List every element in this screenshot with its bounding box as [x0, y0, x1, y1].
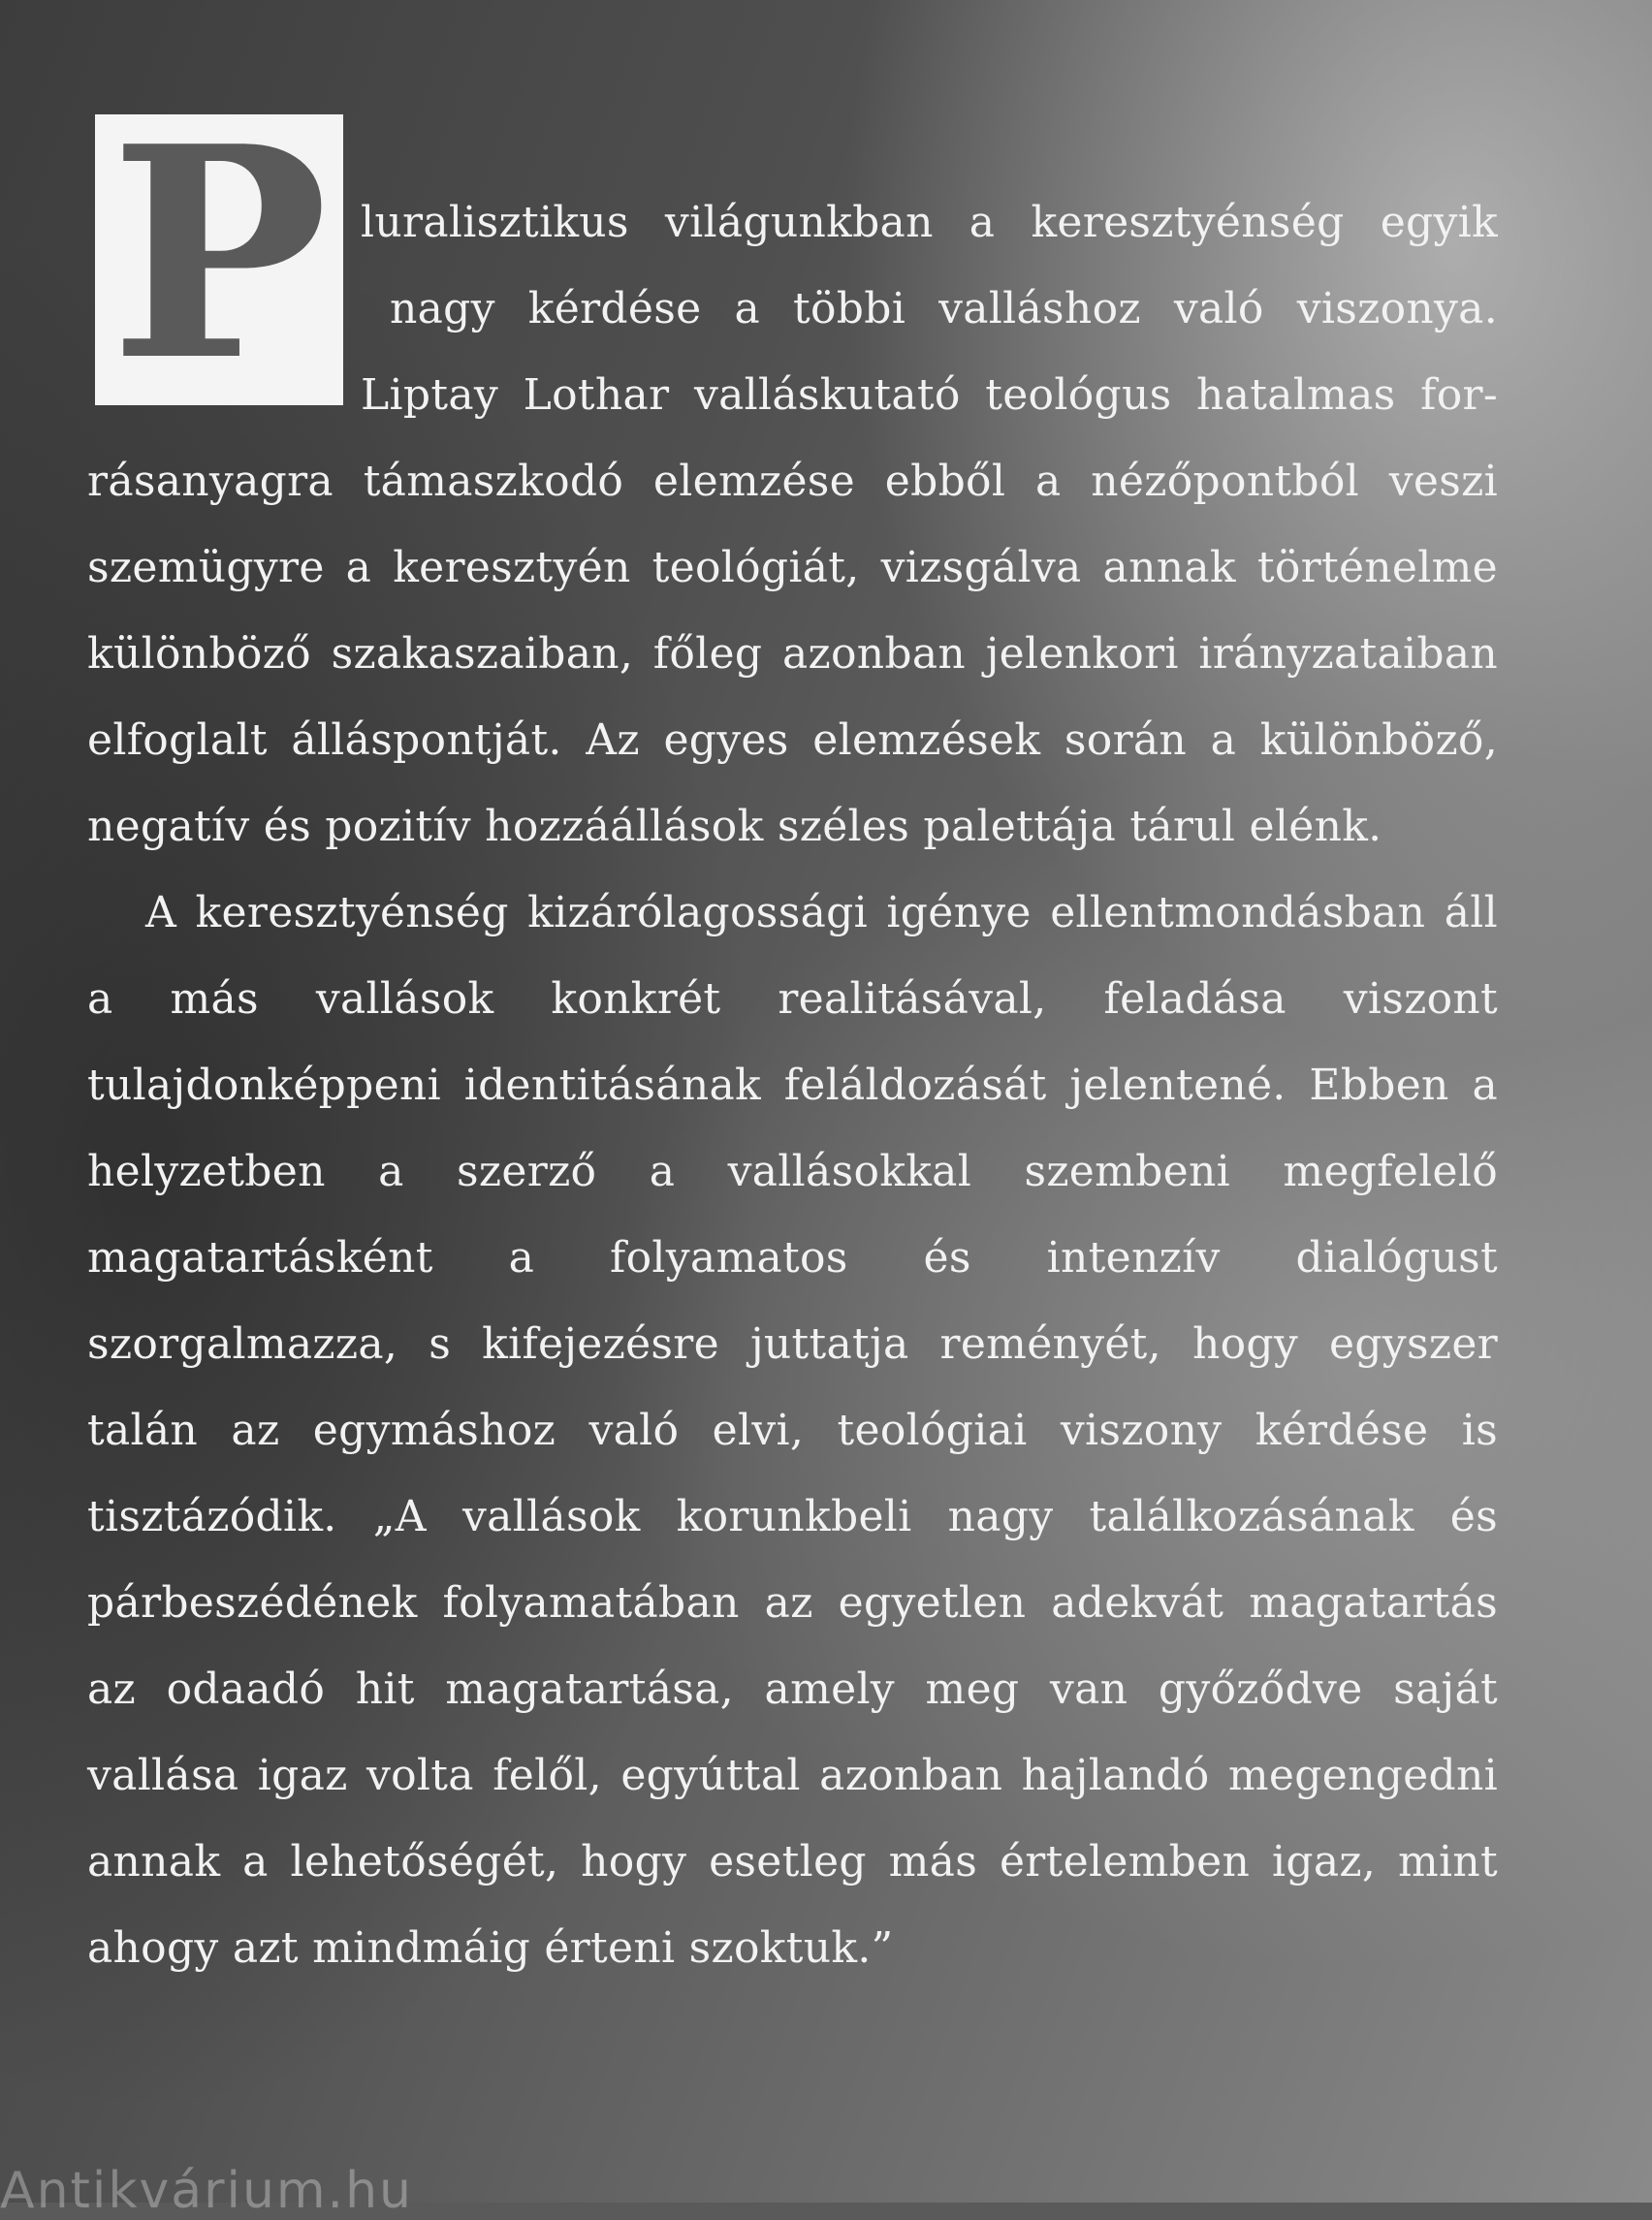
paragraph-1-rest: rásanyagra támaszkodó elemzése ebből a nézőpontból veszi szemügyre a keresztyén teológiát, vizsgálva annak történelme különböző szakaszaiban, főleg azonban jelenkori irányzataiban elfoglalt álláspontját. Az egyes elemzések során a különböző, negatív és pozitív hozzáállások széles palettája tárul elénk.: [87, 457, 1498, 851]
paragraph-1-line-2: nagy kérdése a többi valláshoz való viszonya.: [390, 284, 1498, 333]
blurb-text: [87, 179, 1498, 1991]
watermark: Antikvárium.hu: [0, 2162, 413, 2220]
paragraph-2: A keresztyénség kizárólagossági igénye ellentmondásban áll a más vallások konkrét realitásával, feladása viszont tulajdonképpeni identitásának feláldozását jelentené. Ebben a helyzetben a szerző a vallásokkal szembeni megfelelő magatartásként a folyamatos és intenzív dialógust szorgalmazza, s kifejezésre juttatja reményét, hogy egyszer talán az egymáshoz való elvi, teológiai viszony kérdése is tisztázódik. „A vallások korunkbeli nagy találkozásának és párbeszédének folyamatában az egyetlen adekvát magatartás az odaadó hit magatartása, amely meg van győződve saját vallása igaz volta felől, egyúttal azonban hajlandó megengedni annak a lehetőségét, hogy esetleg más értelemben igaz, mint ahogy azt mindmáig érteni szoktuk.”: [87, 888, 1498, 1973]
paragraph-1-opening: [87, 179, 1498, 438]
paragraph-1-line-3: Liptay Lothar valláskutató teológus hatalmas for-: [361, 370, 1498, 420]
paragraph-1-line-1: luralisztikus világunkban a keresztyénség egyik: [361, 198, 1498, 247]
dropcap-letter: P: [110, 114, 329, 405]
